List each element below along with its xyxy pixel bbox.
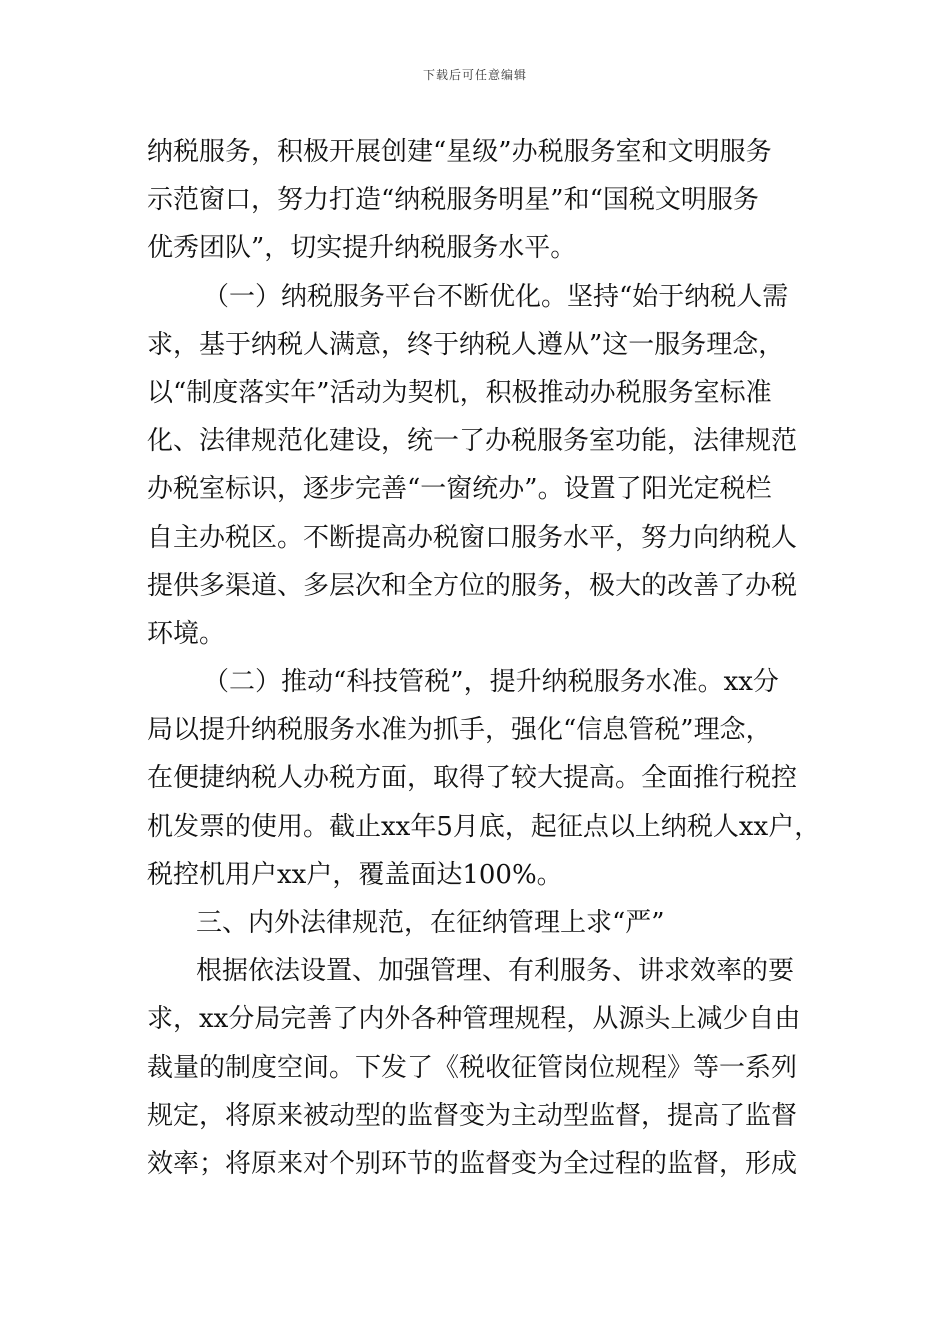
text-line: 自主办税区。不断提高办税窗口服务水平，努力向纳税人 xyxy=(147,522,798,553)
paragraph-start-line: （一）纳税服务平台不断优化。坚持“始于纳税人需 xyxy=(203,281,789,312)
text-line: 示范窗口，努力打造“纳税服务明星”和“国税文明服务 xyxy=(147,185,759,216)
section-heading: 三、内外法律规范，在征纳管理上求“严” xyxy=(196,908,665,938)
header-note: 下载后可任意编辑 xyxy=(422,68,527,82)
text-line: 裁量的制度空间。下发了《税收征管岗位规程》等一系列 xyxy=(147,1052,798,1083)
text-line: 化、法律规范化建设，统一了办税服务室功能，法律规范 xyxy=(147,426,798,457)
text-line: 效率；将原来对个别环节的监督变为全过程的监督，形成 xyxy=(147,1148,798,1179)
text-line: 规定，将原来被动型的监督变为主动型监督，提高了监督 xyxy=(147,1100,798,1131)
text-line: 提供多渠道、多层次和全方位的服务，极大的改善了办税 xyxy=(147,570,798,601)
text-line: 机发票的使用。截止xx年5月底，起征点以上纳税人xx户， xyxy=(147,811,821,842)
text-line: 求，基于纳税人满意，终于纳税人遵从”这一服务理念， xyxy=(147,329,785,360)
document-body xyxy=(147,128,819,1188)
text-line: 环境。 xyxy=(147,618,226,649)
text-line: 优秀团队”，切实提升纳税服务水平。 xyxy=(147,233,577,264)
text-line: 办税室标识，逐步完善“一窗统办”。设置了阳光定税栏 xyxy=(147,474,772,505)
text-line: 税控机用户xx户，覆盖面达100%。 xyxy=(147,859,563,890)
text-line: 纳税服务，积极开展创建“星级”办税服务室和文明服务 xyxy=(147,137,772,167)
text-line: 求，xx分局完善了内外各种管理规程，从源头上减少自由 xyxy=(147,1004,801,1035)
text-line: 以“制度落实年”活动为契机，积极推动办税服务室标准 xyxy=(147,377,772,408)
text-line: 局以提升纳税服务水准为抓手，强化“信息管税”理念， xyxy=(147,715,772,746)
text-line: 在便捷纳税人办税方面，取得了较大提高。全面推行税控 xyxy=(147,763,798,794)
paragraph-start-line: 根据依法设置、加强管理、有利服务、讲求效率的要 xyxy=(196,956,795,987)
paragraph-start-line: （二）推动“科技管税”，提升纳税服务水准。xx分 xyxy=(203,667,779,698)
